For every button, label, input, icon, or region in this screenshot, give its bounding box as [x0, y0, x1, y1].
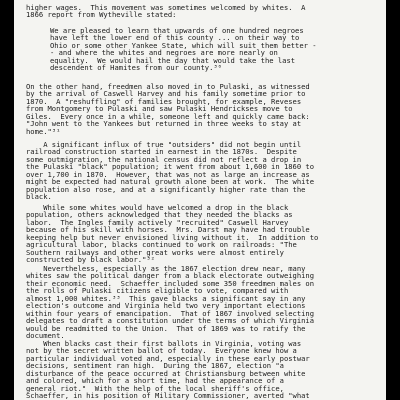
text-line: 1870. A "reshuffling" of families brought, for example, Reveses: [26, 96, 302, 106]
paragraph-freedmen-moved-in: [26, 83, 372, 135]
text-line: and colored, which for a short time, had the appearance of a: [26, 376, 284, 386]
text-line: their economic need. Schaeffer included some 350 freedmen males on: [26, 278, 315, 288]
text-line: by the arrival of Caswell Harvey and his family sometime prior to: [26, 89, 306, 99]
text-line: might be expected had natural growth alone been at work. The white: [26, 177, 315, 187]
text-line: keeping help but never envisioned living without it. In addition to: [26, 232, 319, 242]
text-line: over 1,700 in 1870. However, that was not as large an increase as: [26, 169, 310, 179]
text-line: Giles. Every once in a while, someone left and quickly came back:: [26, 111, 310, 121]
text-line: agricultural labor, blacks continued to work on railroads: "The: [26, 240, 297, 250]
quote-line: - and where the whites and negroes are more nearly on: [50, 48, 278, 58]
text-line: 1866 report from Wytheville stated:: [26, 10, 177, 20]
paragraph-1867-election: [26, 265, 372, 340]
text-line: election's outcome and Virginia held two very important elections: [26, 301, 306, 311]
text-line: labor. The Ingles family actively "recruited" Caswell Harvey: [26, 217, 289, 227]
text-line: black.: [26, 192, 52, 202]
text-line: the Pulaski "black" population; it went from about 1,600 in 1860 to: [26, 162, 315, 172]
text-line: whites saw the political danger from a black electorate outweighing: [26, 271, 315, 281]
document-page: [14, 0, 386, 400]
text-line: population, others acknowledged that they needed the blacks as: [26, 210, 293, 220]
quote-line: have left the lower end of this county ... on their way to: [50, 33, 300, 43]
paragraph-blacks-as-labor: [26, 204, 372, 264]
text-line: within four years of emancipation. That of 1867 involved selecting: [26, 308, 315, 318]
paragraph-wytheville-intro: [26, 4, 372, 19]
text-line: general riot." With the help of the local sheriff's office,: [26, 383, 284, 393]
text-line: constructed by black labor."³²: [26, 255, 155, 265]
text-line: A significant influx of true "outsiders" did not begin until: [26, 140, 302, 149]
text-line: would be readmitted to the Union. That of 1869 was to ratify the: [26, 323, 306, 333]
text-line: "John went to the Yankees but returned in three weeks to stay at: [26, 119, 302, 129]
text-line: Nevertheless, especially as the 1867 election drew near, many: [26, 264, 306, 273]
text-line: document.: [26, 331, 65, 341]
text-line: Southern railways and other great works were almost entirely: [26, 247, 284, 257]
text-line: home."³¹: [26, 126, 61, 136]
text-line: the rolls of Pulaski citizens eligible to vote, compared with: [26, 286, 289, 296]
paragraph-first-ballots: [26, 340, 372, 400]
text-line: population also rose, and at a significantly higher rate than the: [26, 184, 306, 194]
text-line: particular individual voted and, especially in these early postwar: [26, 353, 310, 363]
text-line: Schaeffer, in his position of Military Commissioner, averted "what: [26, 391, 310, 400]
text-line: almost 1,000 whites.³³ This gave blacks a significant say in any: [26, 293, 306, 303]
quote-line: equality. We would hail the day that would take the last: [50, 55, 296, 65]
text-line: higher wages. This movement was sometimes welcomed by whites. A: [26, 3, 306, 12]
text-line: disturbance of the peace occurred at Christiansburg between white: [26, 368, 306, 378]
text-line: While some whites would have welcomed a drop in the black: [26, 203, 289, 212]
block-quote-wytheville-report: [50, 27, 360, 72]
text-line: When blacks cast their first ballots in Virginia, voting was: [26, 339, 302, 348]
text-line: not by the secret written ballot of today. Everyone knew how a: [26, 346, 297, 356]
text-line: On the other hand, freedmen also moved in to Pulaski, as witnessed: [26, 82, 310, 91]
text-line: because of his skill with horses. Mrs. Darst may have had trouble: [26, 225, 310, 235]
text-line: from Montgomery to Pulaski and saw Pulaski Hendrickses move to: [26, 104, 293, 114]
text-line: some outmigration, the national census did not reflect a drop in: [26, 154, 302, 164]
text-line: decisions, sentiment ran high. During the 1867, election "a: [26, 361, 284, 371]
quote-line: We are pleased to learn that upwards of one hundred negroes: [50, 26, 304, 35]
text-line: delegates to draft a constitution under the terms of which Virginia: [26, 316, 315, 326]
paragraph-outsiders-influx: [26, 141, 372, 201]
quote-line: Ohio or some other Yankee State, which will suit them better -: [50, 40, 317, 50]
text-line: railroad construction started in earnest in the 1870s. Despite: [26, 147, 297, 157]
quote-line: descendent of Hamites from our county.³⁰: [50, 63, 222, 73]
